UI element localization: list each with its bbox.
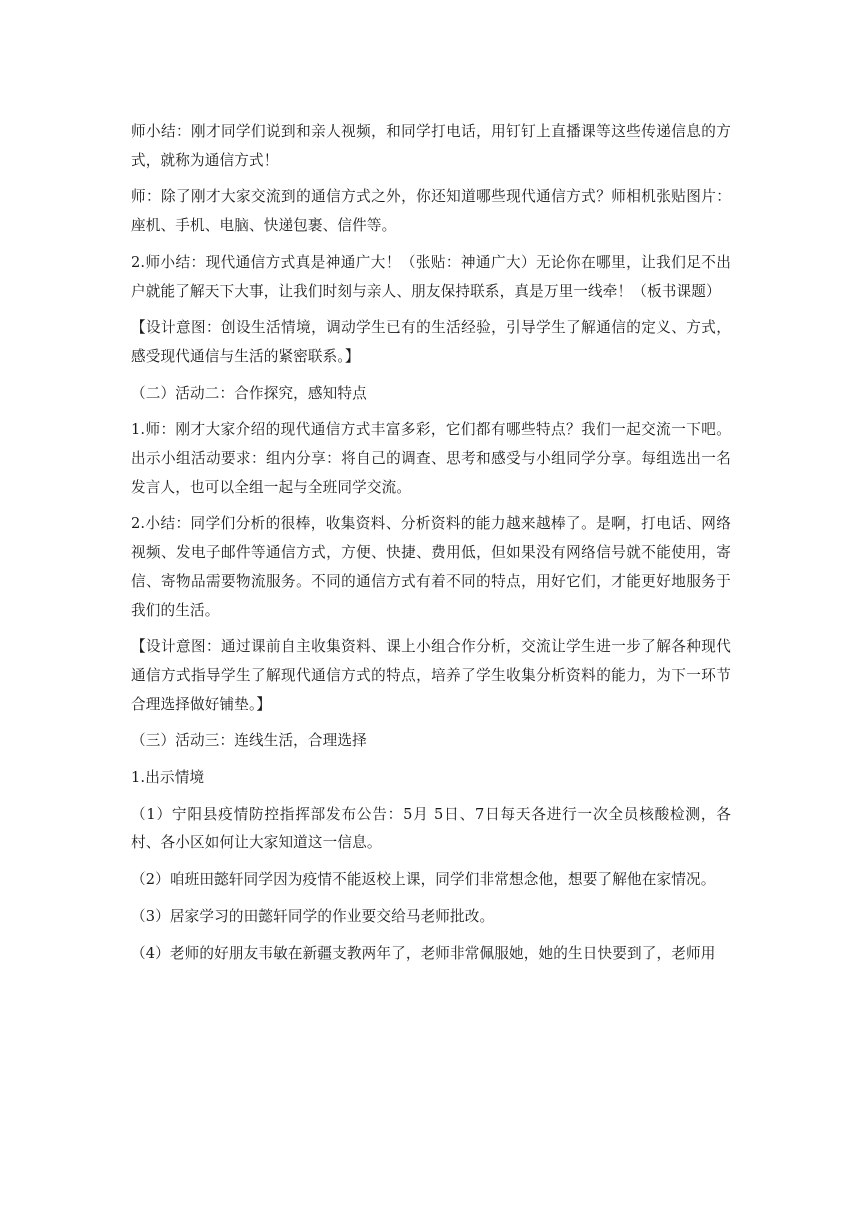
paragraph-show-scenarios: 1.出示情境	[131, 769, 205, 787]
paragraph-activity-two-step-1: 1.师：刚才大家介绍的现代通信方式丰富多彩，它们都有哪些特点？我们一起交流一下吧。出示小组活动要求：组内分享：将自己的调查、思考和感受与小组同学分享。每组选出一名发言人，也可以全组一起与全班同学交流。	[131, 421, 731, 496]
heading-activity-three: （三）活动三：连线生活，合理选择	[131, 732, 367, 750]
paragraph-scenario-3: （3）居家学习的田懿轩同学的作业要交给马老师批改。	[131, 907, 495, 925]
paragraph-teacher-summary-2: 2.师小结：现代通信方式真是神通广大！（张贴：神通广大）无论你在哪里，让我们足不出户就能了解天下大事，让我们时刻与亲人、朋友保持联系，真是万里一线牵！（板书课题）	[131, 253, 731, 300]
paragraph-design-intent-1: 【设计意图：创设生活情境，调动学生已有的生活经验，引导学生了解通信的定义、方式，感受现代通信与生活的紧密联系。】	[131, 319, 731, 365]
paragraph-scenario-4: （4）老师的好朋友韦敏在新疆支教两年了，老师非常佩服她，她的生日快要到了，老师用	[131, 944, 716, 962]
paragraph-teacher-question: 师：除了刚才大家交流到的通信方式之外，你还知道哪些现代通信方式？师相机张贴图片：座机、手机、电脑、快递包裹、信件等。	[131, 188, 731, 235]
document-page	[131, 118, 731, 976]
paragraph-activity-two-summary: 2.小结：同学们分析的很棒，收集资料、分析资料的能力越来越棒了。是啊，打电话、网络视频、发电子邮件等通信方式，方便、快捷、费用低，但如果没有网络信号就不能使用，寄信、寄物品需要物流服务。不同的通信方式有着不同的特点，用好它们，才能更好地服务于我们的生活。	[131, 515, 731, 619]
heading-activity-two: （二）活动二：合作探究，感知特点	[131, 384, 367, 402]
paragraph-design-intent-2: 【设计意图：通过课前自主收集资料、课上小组合作分析，交流让学生进一步了解各种现代通信方式指导学生了解现代通信方式的特点，培养了学生收集分析资料的能力，为下一环节合理选择做好铺垫。】	[131, 638, 731, 713]
paragraph-scenario-2: （2）咱班田懿轩同学因为疫情不能返校上课，同学们非常想念他，想要了解他在家情况。	[131, 871, 716, 889]
paragraph-scenario-1: （1）宁阳县疫情防控指挥部发布公告：5月 5日、7日每天各进行一次全员核酸检测，各村、各小区如何让大家知道这一信息。	[131, 805, 731, 852]
paragraph-teacher-summary-1: 师小结：刚才同学们说到和亲人视频，和同学打电话，用钉钉上直播课等这些传递信息的方式，就称为通信方式！	[131, 123, 731, 169]
